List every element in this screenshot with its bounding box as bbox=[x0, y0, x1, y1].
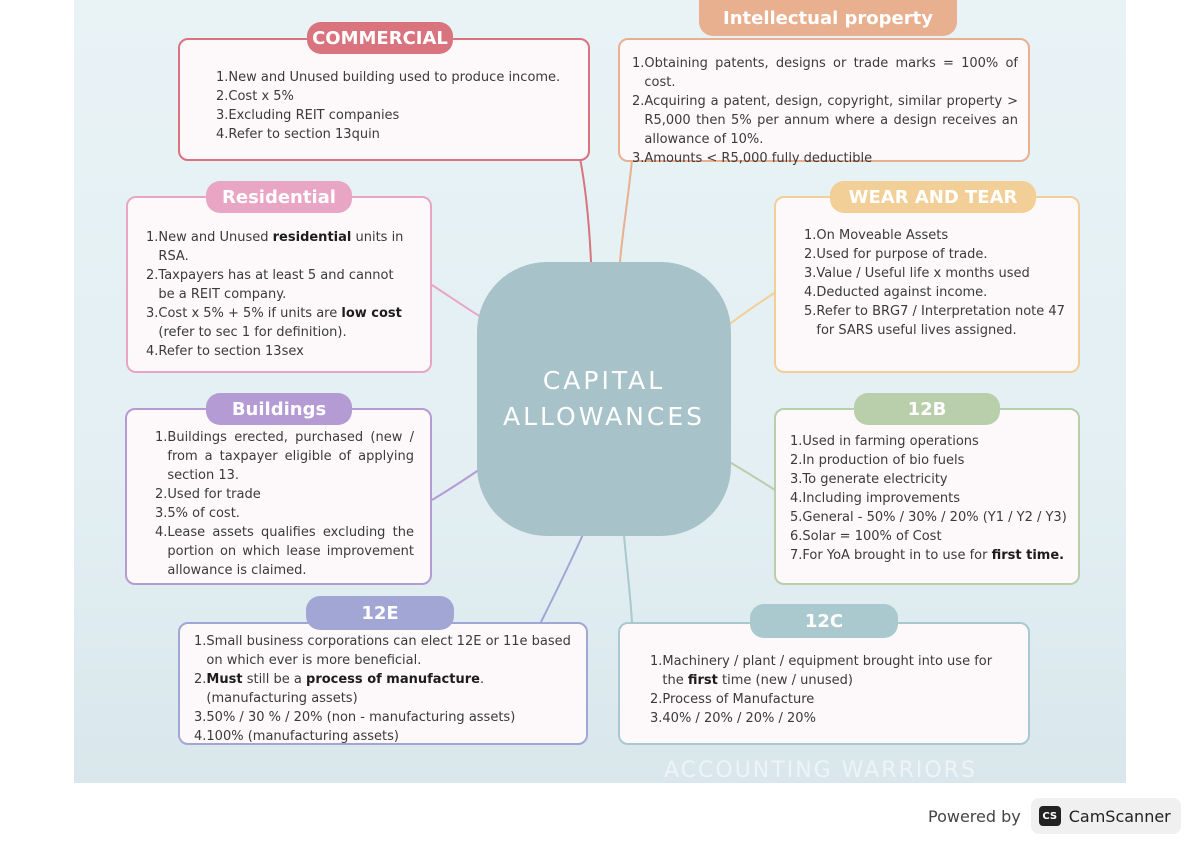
list-item bbox=[146, 304, 408, 342]
item-text: 40% / 20% / 20% / 20% bbox=[662, 711, 816, 726]
item-text: Cost x 5% + 5% if units are low cost (refer to sec 1 for definition). bbox=[158, 306, 402, 340]
list-item bbox=[790, 470, 1068, 489]
item-number: 2. bbox=[146, 268, 159, 283]
item-text: Used in farming operations bbox=[802, 434, 979, 449]
section-12c-title: 12C bbox=[750, 604, 898, 638]
central-topic-line1: CAPITAL bbox=[542, 366, 666, 395]
list-item bbox=[155, 485, 414, 504]
list-item bbox=[804, 226, 1068, 245]
item-text: Solar = 100% of Cost bbox=[802, 529, 942, 544]
item-number: 2. bbox=[790, 453, 803, 468]
camscanner-name: CamScanner bbox=[1068, 806, 1171, 826]
list-item bbox=[790, 432, 1068, 451]
list-item bbox=[216, 87, 568, 106]
buildings-title: Buildings bbox=[206, 393, 352, 425]
section-12e-box bbox=[178, 622, 588, 745]
item-text: Amounts < R5,000 fully deductible bbox=[644, 151, 873, 166]
list-item bbox=[194, 727, 584, 746]
item-text: Value / Useful life x months used bbox=[816, 266, 1030, 281]
list-item bbox=[632, 149, 1018, 168]
item-text: New and Unused residential units in RSA. bbox=[158, 230, 404, 264]
list-item bbox=[146, 228, 408, 266]
item-text: Acquiring a patent, design, copyright, similar property > R5,000 then 5% per annum where a design receives an allowance of 10%. bbox=[644, 94, 1018, 147]
list-item bbox=[194, 708, 584, 727]
list-item bbox=[146, 342, 408, 361]
wear-and-tear-title: WEAR AND TEAR bbox=[830, 181, 1036, 213]
item-number: 2. bbox=[632, 94, 645, 109]
list-item bbox=[146, 266, 408, 304]
item-number: 1. bbox=[146, 230, 159, 245]
list-item bbox=[804, 302, 1068, 340]
commercial-title: COMMERCIAL bbox=[307, 22, 453, 54]
item-number: 2. bbox=[650, 692, 663, 707]
item-text: 100% (manufacturing assets) bbox=[206, 729, 399, 744]
item-text: Must still be a process of manufacture. (manufacturing assets) bbox=[206, 672, 485, 706]
item-number: 3. bbox=[804, 266, 817, 281]
list-item bbox=[650, 690, 1008, 709]
list-item bbox=[650, 652, 1008, 690]
intellectual-property-box bbox=[618, 38, 1030, 166]
list-item bbox=[194, 632, 584, 670]
intellectual-property-title: Intellectual property bbox=[699, 0, 957, 36]
item-number: 1. bbox=[804, 228, 817, 243]
item-number: 3. bbox=[650, 711, 663, 726]
item-number: 7. bbox=[790, 548, 803, 563]
item-text: Cost x 5% bbox=[228, 89, 294, 104]
item-text: To generate electricity bbox=[802, 472, 948, 487]
list-item bbox=[155, 523, 414, 580]
list-item bbox=[216, 106, 568, 125]
item-text: Process of Manufacture bbox=[662, 692, 815, 707]
item-number: 4. bbox=[804, 285, 817, 300]
item-number: 1. bbox=[216, 70, 229, 85]
item-number: 2. bbox=[194, 672, 207, 687]
item-text: Machinery / plant / equipment brought into use for the first time (new / unused) bbox=[662, 654, 993, 688]
item-number: 4. bbox=[790, 491, 803, 506]
central-topic-line2: ALLOWANCES bbox=[502, 402, 706, 431]
powered-by-label: Powered by bbox=[928, 806, 1021, 826]
item-number: 3. bbox=[790, 472, 803, 487]
item-number: 4. bbox=[146, 344, 159, 359]
residential-box bbox=[126, 196, 432, 373]
item-text: Refer to section 13sex bbox=[158, 344, 304, 359]
item-number: 5. bbox=[790, 510, 803, 525]
item-number: 3. bbox=[194, 710, 207, 725]
section-12e-title: 12E bbox=[306, 596, 454, 630]
item-text: In production of bio fuels bbox=[802, 453, 965, 468]
list-item bbox=[790, 508, 1068, 527]
item-number: 4. bbox=[155, 525, 168, 540]
item-text: Used for purpose of trade. bbox=[816, 247, 988, 262]
camscanner-badge bbox=[1031, 798, 1181, 834]
camscanner-footer bbox=[928, 798, 1181, 834]
list-item bbox=[216, 125, 568, 144]
item-text: Obtaining patents, designs or trade marks = 100% of cost. bbox=[644, 56, 1018, 90]
commercial-box bbox=[178, 38, 590, 161]
buildings-box bbox=[125, 408, 432, 585]
item-number: 3. bbox=[146, 306, 159, 321]
item-number: 5. bbox=[804, 304, 817, 319]
item-text: New and Unused building used to produce income. bbox=[228, 70, 561, 85]
list-item bbox=[790, 451, 1068, 470]
residential-title: Residential bbox=[206, 181, 352, 213]
item-text: 5% of cost. bbox=[167, 506, 240, 521]
item-number: 2. bbox=[216, 89, 229, 104]
list-item bbox=[632, 54, 1018, 92]
item-text: Used for trade bbox=[167, 487, 261, 502]
list-item bbox=[155, 428, 414, 485]
item-text: Taxpayers has at least 5 and cannot be a REIT company. bbox=[158, 268, 394, 302]
item-text: For YoA brought in to use for first time. bbox=[802, 548, 1065, 563]
list-item bbox=[804, 245, 1068, 264]
item-text: Excluding REIT companies bbox=[228, 108, 400, 123]
item-number: 3. bbox=[155, 506, 168, 521]
list-item bbox=[155, 504, 414, 523]
central-topic bbox=[477, 262, 731, 536]
wear-and-tear-box bbox=[774, 196, 1080, 373]
item-number: 4. bbox=[216, 127, 229, 142]
item-text: Buildings erected, purchased (new / from a taxpayer eligible of applying section 13. bbox=[167, 430, 414, 483]
list-item bbox=[790, 489, 1068, 508]
item-number: 1. bbox=[632, 56, 645, 71]
section-12b-box bbox=[774, 408, 1080, 585]
list-item bbox=[790, 546, 1068, 565]
item-number: 2. bbox=[155, 487, 168, 502]
item-text: 50% / 30 % / 20% (non - manufacturing assets) bbox=[206, 710, 516, 725]
item-text: Including improvements bbox=[802, 491, 960, 506]
list-item bbox=[650, 709, 1008, 728]
item-number: 6. bbox=[790, 529, 803, 544]
item-number: 4. bbox=[194, 729, 207, 744]
item-number: 1. bbox=[194, 634, 207, 649]
item-number: 2. bbox=[804, 247, 817, 262]
item-text: General - 50% / 30% / 20% (Y1 / Y2 / Y3) bbox=[802, 510, 1067, 525]
item-text: Refer to BRG7 / Interpretation note 47 for SARS useful lives assigned. bbox=[816, 304, 1065, 338]
list-item bbox=[790, 527, 1068, 546]
list-item bbox=[804, 283, 1068, 302]
item-number: 1. bbox=[155, 430, 168, 445]
section-12b-title: 12B bbox=[854, 393, 1000, 425]
list-item bbox=[216, 68, 568, 87]
item-text: Small business corporations can elect 12E or 11e based on which ever is more beneficial. bbox=[206, 634, 571, 668]
list-item bbox=[804, 264, 1068, 283]
watermark-text: ACCOUNTING WARRIORS bbox=[664, 758, 977, 783]
item-number: 3. bbox=[632, 151, 645, 166]
item-number: 1. bbox=[790, 434, 803, 449]
item-text: Refer to section 13quin bbox=[228, 127, 380, 142]
item-text: Deducted against income. bbox=[816, 285, 988, 300]
item-number: 3. bbox=[216, 108, 229, 123]
section-12c-box bbox=[618, 622, 1030, 745]
list-item bbox=[632, 92, 1018, 149]
item-text: On Moveable Assets bbox=[816, 228, 949, 243]
camscanner-logo-icon: CS bbox=[1039, 806, 1061, 826]
item-text: Lease assets qualifies excluding the portion on which lease improvement allowance is claimed. bbox=[167, 525, 414, 578]
item-number: 1. bbox=[650, 654, 663, 669]
list-item bbox=[194, 670, 584, 708]
